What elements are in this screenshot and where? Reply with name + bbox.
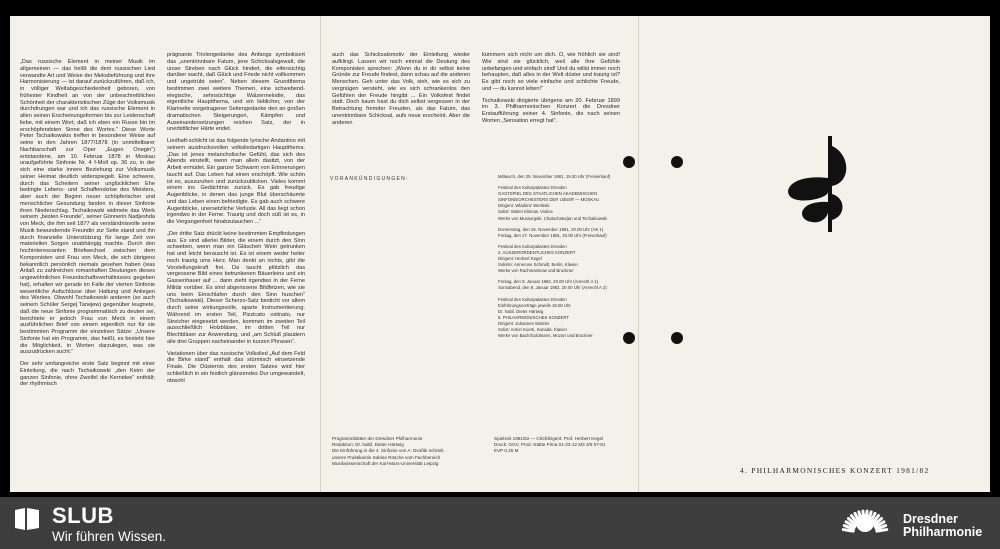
slub-brand[interactable]: SLUB	[52, 503, 114, 528]
text-line: Solistin: Annerose Schmidt, Berlin, Klavier	[498, 262, 579, 268]
text-line: Solist: Waleri Klimow, Violine	[498, 209, 553, 215]
philharmonie-emblem-icon	[768, 134, 854, 234]
text-line: GASTSPIEL DES STAATLICHEN AKADEMISCHEN	[498, 191, 598, 197]
text-column-2	[167, 52, 305, 484]
text-line: Redaktion: Dr. habil. Dieter Härtwig	[332, 442, 404, 448]
text-line: 2. AUSSERORDENTLICHES KONZERT	[498, 249, 576, 255]
text-line: Musikwissenschaft der Karl-Marx-Universität Leipzig	[332, 460, 439, 466]
paragraph: Variationen über das russische Volkslied „Auf dem Feld die Birke stand“ enthält das stürmisch einsetzende Finale. Die Düsternis des ersten Satzes wird hier schließlich in ein festlich glänzendes Dur umgewandelt, obwohl	[167, 350, 305, 384]
paragraph: Der sehr umfangreiche erste Satz beginnt mit einer Einleitung, die nach Tschaikowski „den Keim der ganzen Sinfonie, ohne Zweifel die Kernidee“ enthält; der rhythmisch	[20, 361, 155, 388]
text-line: Die Einführung in die 4. Sinfonie von A. Dvořák schrieb	[332, 448, 444, 454]
text-line: Spielzeit 1981/82 — Chefdirigent: Prof. Herbert Kegel	[494, 436, 604, 441]
text-column-4	[482, 52, 620, 184]
concert-title: 4. PHILHARMONISCHES KONZERT 1981/82	[740, 466, 930, 475]
scanned-program-sheet	[10, 16, 990, 492]
paragraph: prägnante Triolengedanke des Anfangs symbolisiert das „unentrinnbare Fatum, jene Schicksalsgewalt, die unser Streben nach Glück hindert, die eifersüchtig darüber wacht, daß Glück und Friede nicht vollkommen und ungetrübt seien“. Neben diesem Grundthema bestimmen zwei weitere Themen, eine schwebend-elegische, sehnsüchtige Walzermelodie, das eigentliche Hauptthema, und ein lieblicher, von der Klarinette vorgetragener Seitengedanke den an großen dramatischen Steigerungen, Kämpfen und Auseinandersetzungen reichen Satz, der in unerbittlicher Härte endet.	[167, 52, 305, 133]
dresdner-philharmonie-logo-icon	[838, 499, 892, 547]
page-fold-line	[320, 16, 321, 492]
text-line: Festival des Kulturpalastes Dresden	[498, 185, 567, 191]
paragraph: auch das Schicksalsmotiv der Einleitung wieder aufklingt. Lassen wir noch einmal die Deutung des Komponisten sprechen: „Wenn du in dir selbst keine Gründe zur Freude findest, dann schau auf die anderen Menschen. Geh unter das Volk, sieh, wie es sich zu vergnügen versteht, wie es sich schrankenlos den Gefühlen der Freude hingibt ... Ein Volksfest findet statt. Doch kaum hast du dich selbst vergessen in der Betrachtung fremder Freuden, als das Fatum, das unentrinnbare Schicksal, aufs neue erscheint. Aber die anderen	[332, 52, 470, 126]
punch-hole	[623, 156, 635, 168]
text-line: unsere Praktikantin Sabine Rösche vom Fachbereich	[332, 454, 441, 460]
text-line: Freitag, den 27. November 1981, 20.00 Uhr (Freiverkauf)	[498, 232, 607, 238]
text-line: Dirigent: Johannes Winkler	[498, 320, 550, 326]
paragraph: kümmern sich nicht um dich. O, wie fröhlich sie sind! Wie sind sie glücklich, weil alle ihre Gefühle unbefangen und einfach sind! Und du willst immer noch behaupten, daß alles in der Welt düster und traurig ist? Es gibt noch so viele einfache und schlichte Freude, und — du kannst leben!“	[482, 52, 620, 92]
punch-hole	[671, 332, 683, 344]
paragraph: Liedhaft-schlicht ist das folgende lyrische Andantino mit seinem ausdrucksvollen volksliedartigen Hauptthema. „Das ist jenes melancholische Gefühl, das sich des Abends einstellt, wenn man allein dasitzt, von der Arbeit ermüdet. Ein ganzer Schwarm von Erinnerungen taucht auf. Das Leben hat einen erschöpft. Wie schön ist es, auszuruhen und zurückzublicken. Vieles kommt einem ins Gedächtnis zurück. Es gab freudige Augenblicke, in denen das junge Blut überschäumte und das Leben einen befriedigte. Es gab auch schwere Augenblicke, unersetzliche Verluste. All das liegt schon irgendwo in der Ferne. Traurig und doch süß ist es, in die Vergangenheit hinabzutauchen ...“	[167, 138, 305, 225]
imprint-editorial	[332, 436, 482, 467]
paragraph: „Der dritte Satz drückt keine bestimmten Empfindungen aus. Es sind allerlei Bilder, die einem durch den Sinn schweben, wenn man ein Gläschen Wein getrunken hat und leicht berauscht ist. Es ist einem weder heiter noch traurig ums Herz. Man denkt an nichts, gibt die Vorstellungskraft frei. Da taucht plötzlich das vergessene Bild eines betrunkenen Bäuerleins und ein Gassenhauer auf ... dann zieht irgendwo in der Ferne Militär vorüber. Es sind abgerissene Bildfetzen, wie sie uns beim Einschlafen durch den Sinn huschen“ (Tschaikowski). Dieser Scherzo-Satz besticht vor allem durch seine wirkungsvolle, aparte Instrumentierung. Während im ersten Teil, Pizzicato ostinato, nur Streicher eingesetzt werden, kommen im zweiten Teil ausschließlich Holzbläser, im dritten Teil nur Blechbläser zur Anwendung, und „am Schluß plaudern alle drei Gruppen nacheinander in kurzen Phrasen“.	[167, 230, 305, 345]
text-line: Dirigent: Wladimir Wertitski	[498, 203, 550, 209]
text-line: Werke von Bach/Goldmann, Mozart und Bruckner	[498, 333, 593, 339]
partner-logo-text[interactable]	[903, 513, 982, 539]
text-line: Donnerstag, den 26. November 1981, 20.00 Uhr (AK 1)	[498, 226, 604, 232]
punch-hole	[671, 156, 683, 168]
page-fold-line	[638, 16, 639, 492]
text-column-1	[20, 59, 155, 484]
paragraph: Tschaikowski dirigierte übrigens am 20. Februar 1899 im 3. Philharmonischen Konzert die Dresdner Erstaufführung seiner 4. Sinfonie, die nach seinen Worten „Sensation erregt hat“.	[482, 97, 620, 124]
text-line: EVP 0,25 M	[494, 448, 519, 454]
text-line: Festival des Kulturpalastes Dresden	[498, 243, 567, 249]
text-line: Dirigent: Herbert Kegel	[498, 256, 542, 262]
punch-hole	[623, 332, 635, 344]
imprint-print	[494, 436, 634, 455]
text-line: Festival des Kulturpalastes Dresden	[498, 296, 567, 302]
text-line: SINFONIEORCHESTERS DER UdSSR — MOSKAU	[498, 197, 600, 203]
slub-logo-icon	[12, 504, 42, 534]
text-line: Mittwoch, den 25. November 1981, 19.30 Uhr (Freiverkauf)	[498, 174, 611, 179]
logo-ray	[877, 530, 887, 532]
text-line: Sonnabend, den 9. Januar 1982, 20.00 Uhr (Anrecht A 2)	[498, 285, 607, 291]
partner-name-line2: Philharmonie	[903, 525, 983, 539]
slub-slogan: Wir führen Wissen.	[52, 529, 167, 544]
text-line: Werke von Rachmaninow und Bruckner	[498, 268, 574, 274]
announcements-list	[498, 174, 633, 339]
announcements-label: VORANKÜNDIGUNGEN:	[330, 176, 409, 182]
text-line: Dr. habil. Dieter Härtwig	[498, 308, 544, 314]
text-line: 5. PHILHARMONISCHES KONZERT	[498, 314, 570, 320]
text-column-3	[332, 52, 470, 152]
text-line: Werke von Mussorgski, Chatschaturjan und Tschaikowski	[498, 215, 608, 221]
text-line: Druck: GGV, Prod.-Stätte Pirna 01-23-12 M3 3/8 57-81	[494, 442, 606, 448]
text-line: Einführungsvorträge jeweils 19.00 Uhr	[498, 302, 571, 308]
text-line: Solist: Anton Kuerti, Kanada, Klavier	[498, 326, 568, 332]
text-line: Freitag, den 8. Januar 1982, 20.00 Uhr (Anrecht A 1)	[498, 279, 599, 285]
text-line: Programmblätter der Dresdner Philharmonie	[332, 436, 423, 441]
paragraph: „Das russische Element in meiner Musik im allgemeinen — das heißt die dem russischen Lied verwandte Art und Weise der Melodieführung und ihre Harmonisierung — ist darauf zurückzuführen, daß ich, in völliger Weltabgeschiedenheit geboren, von frühester Kindheit an von der unbeschreiblichen Schönheit der charakteristischen Züge der Volksmusik durchdrungen war und ich das russische Element in allen seinen Erscheinungsformen bis zur Leidenschaft liebe, mit einem Wort, daß ich eben ein Russe bin im erschöpfendsten Sinne des Wortes.“ Diese Worte Peter Tschaikowskis treffen in besonderer Weise auf seine in den Jahren 1877/1878 (in unmittelbarer Nachbarschaft zur Oper „Eugen Onegin“) entstandene, am 10. Februar 1878 in Moskau uraufgeführte Sinfonie Nr. 4 f-Moll op. 36 zu, in der sich eine starke innere Beziehung zur Volksmusik seiner Heimat deutlich widerspiegelt. Eine schwere, durch das Scheitern seiner unglücklichen Ehe bedingte Lebens- und Schaffenskrise des Meisters, aber auch der Beginn neuer schöpferischer und menschlicher Gesundung fanden in dieser Sinfonie ihren Niederschlag. Tschaikowski widmete das Werk seinem „besten Freunde“, seiner Gönnerin Nadjeshda von Meck, die ihm seit 1877 als verständnisvolle seine Musik bewundernde Freundin zur Seite stand und ihn durch finanzielle Unterstützung für lange Zeit von materiellen Sorgen unabhängig machte. Durch den hochinteressanten Briefwechsel zwischen dem Komponisten und Frau von Meck, die sich übrigens bekanntlich persönlich niemals gesehen haben (was Anlaß zu zahlreichen romanhaften Deutungen dieses ungewöhnlichen Freundschaftsverhältnisses gegeben hat), erhalten wir gerade im Falle der vierten Sinfonie wesentliche Aufschlüsse über Haltung und Anliegen des Werkes. Obwohl Tschaikowski anderen (so auch seinem Schüler Sergej Tanejew) gegenüber leugnete, daß die neue Sinfonie programmatisch zu deuten sei, berichtete er jedoch Frau von Meck in einem ausführlichen Brief von einem eigentlich nur für sie bestimmten Programm der einzelnen Sätze: „Unsere Sinfonie hat ein Programm, das heißt, es besteht hier die Möglichkeit, in Worten darzulegen, was sie auszudrücken sucht.“	[20, 59, 155, 356]
partner-name-line1: Dresdner	[903, 512, 958, 526]
